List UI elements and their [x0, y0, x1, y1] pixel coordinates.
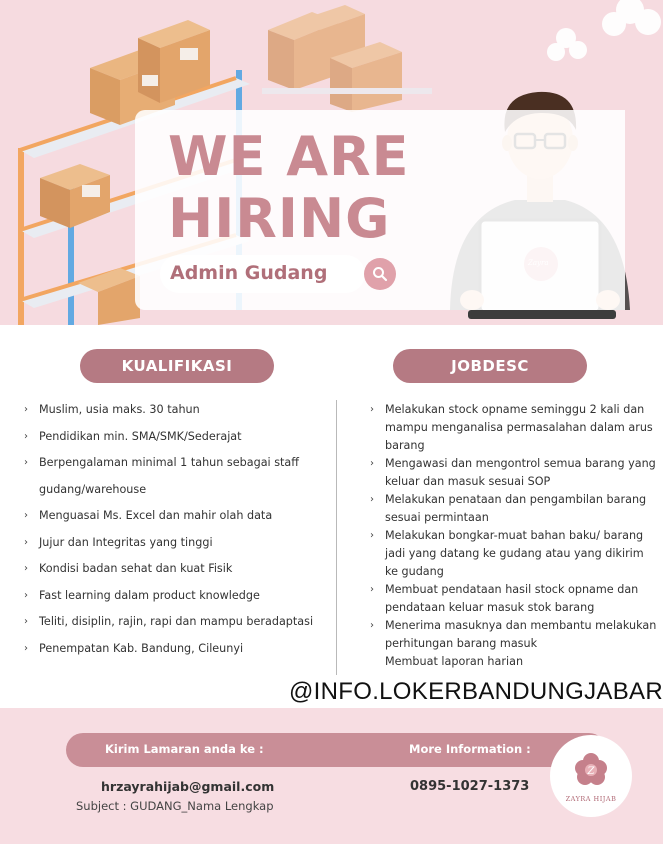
svg-text:Z: Z [587, 766, 595, 777]
chevron-right-icon: › [24, 510, 28, 521]
chevron-right-icon: › [370, 584, 374, 595]
email-subject: Subject : GUDANG_Nama Lengkap [76, 799, 274, 813]
kualifikasi-item: › Pendidikan min. SMA/SMK/Sederajat [24, 428, 339, 446]
jobdesc-item: › Melakukan bongkar-muat bahan baku/ barang jadi yang datang ke gudang atau yang dikirim ke gudang [370, 529, 644, 578]
hero-title-line2: HIRING [168, 187, 391, 250]
search-icon-glyph [372, 266, 388, 282]
kualifikasi-item-continued: gudang/warehouse [39, 482, 147, 496]
kualifikasi-item: › Penempatan Kab. Bandung, Cileunyi [24, 640, 339, 658]
contact-phone[interactable]: 0895-1027-1373 [410, 779, 530, 794]
chevron-right-icon: › [370, 458, 374, 469]
chevron-right-icon: › [24, 642, 28, 654]
chevron-right-icon: › [370, 404, 374, 415]
kualifikasi-item: › Kondisi badan sehat dan kuat Fisik [24, 560, 339, 578]
chevron-right-icon: › [24, 457, 28, 468]
jobdesc-item: › Melakukan penataan dan pengambilan barang sesuai permintaan [370, 493, 647, 524]
jobdesc-list [370, 401, 660, 671]
chevron-right-icon: › [370, 494, 374, 505]
apply-email[interactable]: hrzayrahijab@gmail.com [101, 779, 275, 794]
kualifikasi-item: › Berpengalaman minimal 1 tahun sebagai staff [24, 454, 339, 472]
kualifikasi-item: › Muslim, usia maks. 30 tahun [24, 401, 339, 419]
logo-text: ZAYRA HIJAB [565, 795, 617, 803]
chevron-right-icon: › [24, 589, 28, 601]
company-logo [550, 735, 632, 817]
jobdesc-item: › Menerima masuknya dan membantu melakukan perhitungan barang masuk [370, 619, 657, 650]
kualifikasi-item: › Teliti, disiplin, rajin, rapi dan mampu beradaptasi [24, 613, 339, 631]
search-icon [364, 258, 396, 290]
role-title: Admin Gudang [170, 262, 328, 284]
jobdesc-item-continued: Membuat laporan harian [385, 655, 524, 668]
info-label: More Information : [409, 742, 531, 756]
jobdesc-item: › Mengawasi dan mengontrol semua barang yang keluar dan masuk sesuai SOP [370, 457, 656, 488]
chevron-right-icon: › [24, 404, 28, 415]
chevron-right-icon: › [24, 430, 28, 442]
chevron-right-icon: › [370, 530, 374, 541]
kualifikasi-item: › Jujur dan Integritas yang tinggi [24, 534, 339, 552]
jobdesc-item: › Membuat pendataan hasil stock opname dan pendataan keluar masuk stok barang [370, 583, 639, 614]
hero-title-line1: WE ARE [168, 125, 410, 188]
chevron-right-icon: › [24, 563, 28, 574]
social-handle: @INFO.LOKERBANDUNGJABAR [289, 678, 663, 705]
chevron-right-icon: › [370, 620, 374, 631]
jobdesc-heading: JOBDESC [393, 349, 587, 383]
flower-decoration [547, 0, 661, 61]
apply-label: Kirim Lamaran anda ke : [105, 742, 264, 756]
kualifikasi-list [24, 401, 339, 666]
logo-emblem-icon [550, 735, 632, 817]
jobdesc-item: › Melakukan stock opname seminggu 2 kali dan mampu menganalisa permasalahan dalam arus barang [370, 403, 653, 452]
chevron-right-icon: › [24, 616, 28, 627]
kualifikasi-item: › Fast learning dalam product knowledge [24, 587, 339, 605]
chevron-right-icon: › [24, 536, 28, 548]
kualifikasi-heading: KUALIFIKASI [80, 349, 274, 383]
kualifikasi-item: › Menguasai Ms. Excel dan mahir olah data [24, 507, 339, 525]
